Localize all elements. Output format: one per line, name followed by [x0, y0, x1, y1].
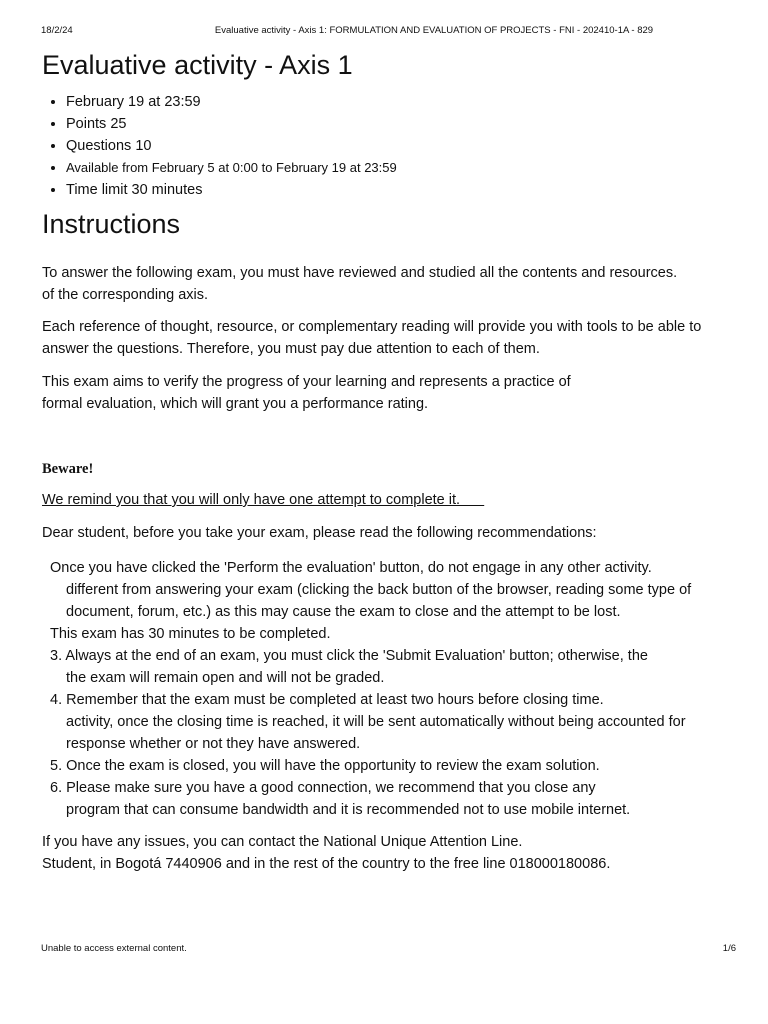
paragraph-line: This exam aims to verify the progress of your learning and represents a practice of [42, 374, 571, 390]
recommendation-line: program that can consume bandwidth and it is recommended not to use mobile internet. [66, 802, 631, 818]
recommendation-line: different from answering your exam (clicking the back button of the browser, reading some type of [66, 582, 692, 598]
print-date: 18/2/24 [41, 25, 73, 36]
recommendation-line: document, forum, etc.) as this may cause the exam to close and the attempt to be lost. [66, 604, 621, 620]
instructions-paragraph-3 [42, 371, 732, 415]
paragraph-line: formal evaluation, which will grant you a performance rating. [42, 396, 429, 412]
print-footer-note: Unable to access external content. [41, 943, 187, 954]
paragraph-line: Each reference of thought, resource, or complementary reading will provide you with tools to be able to [42, 319, 702, 335]
availability-item: • Available from February 5 at 0:00 to February 19 at 23:59 [66, 157, 397, 179]
print-header-title: Evaluative activity - Axis 1: FORMULATION AND EVALUATION OF PROJECTS - FNI - 202410-1A - 829 [214, 25, 654, 36]
paragraph-line: answer the questions. Therefore, you must pay due attention to each of them. [42, 341, 540, 357]
quiz-details-list [46, 91, 397, 201]
time-limit-item: • Time limit 30 minutes [66, 179, 397, 201]
recommendation-line: the exam will remain open and will not be graded. [66, 670, 385, 686]
recommendation-line: activity, once the closing time is reached, it will be sent automatically without being accounted for [66, 714, 686, 730]
page-title: Evaluative activity - Axis 1 [42, 50, 353, 80]
recommendation-line: response whether or not they have answered. [66, 736, 361, 752]
contact-line: Student, in Bogotá 7440906 and in the rest of the country to the free line 018000180086. [42, 856, 611, 872]
recommendations-list [42, 557, 691, 821]
instructions-paragraph-1 [42, 262, 732, 306]
contact-line: If you have any issues, you can contact the National Unique Attention Line. [42, 834, 523, 850]
instructions-paragraph-2 [42, 316, 732, 360]
recommendation-line: This exam has 30 minutes to be completed. [50, 626, 331, 642]
beware-heading: Beware! [42, 461, 94, 477]
paragraph-line: To answer the following exam, you must have reviewed and studied all the contents and resources. [42, 265, 678, 281]
instructions-heading: Instructions [42, 209, 181, 239]
attempt-reminder: We remind you that you will only have one attempt to complete it. [42, 492, 485, 508]
due-date-item: • February 19 at 23:59 [66, 91, 397, 113]
paragraph-line: of the corresponding axis. [42, 287, 209, 303]
questions-item: • Questions 10 [66, 135, 397, 157]
recommendation-line: 6. Please make sure you have a good connection, we recommend that you close any [50, 780, 596, 796]
recommendations-intro: Dear student, before you take your exam, please read the following recommendations: [42, 525, 597, 541]
recommendation-line: 5. Once the exam is closed, you will have the opportunity to review the exam solution. [50, 758, 600, 774]
points-item: • Points 25 [66, 113, 397, 135]
recommendation-line: 3. Always at the end of an exam, you must click the 'Submit Evaluation' button; otherwise, the [50, 648, 648, 664]
contact-info [42, 831, 610, 875]
recommendation-line: Once you have clicked the 'Perform the evaluation' button, do not engage in any other activity. [50, 560, 652, 576]
page-number: 1/6 [722, 943, 736, 954]
recommendation-line: 4. Remember that the exam must be completed at least two hours before closing time. [50, 692, 604, 708]
